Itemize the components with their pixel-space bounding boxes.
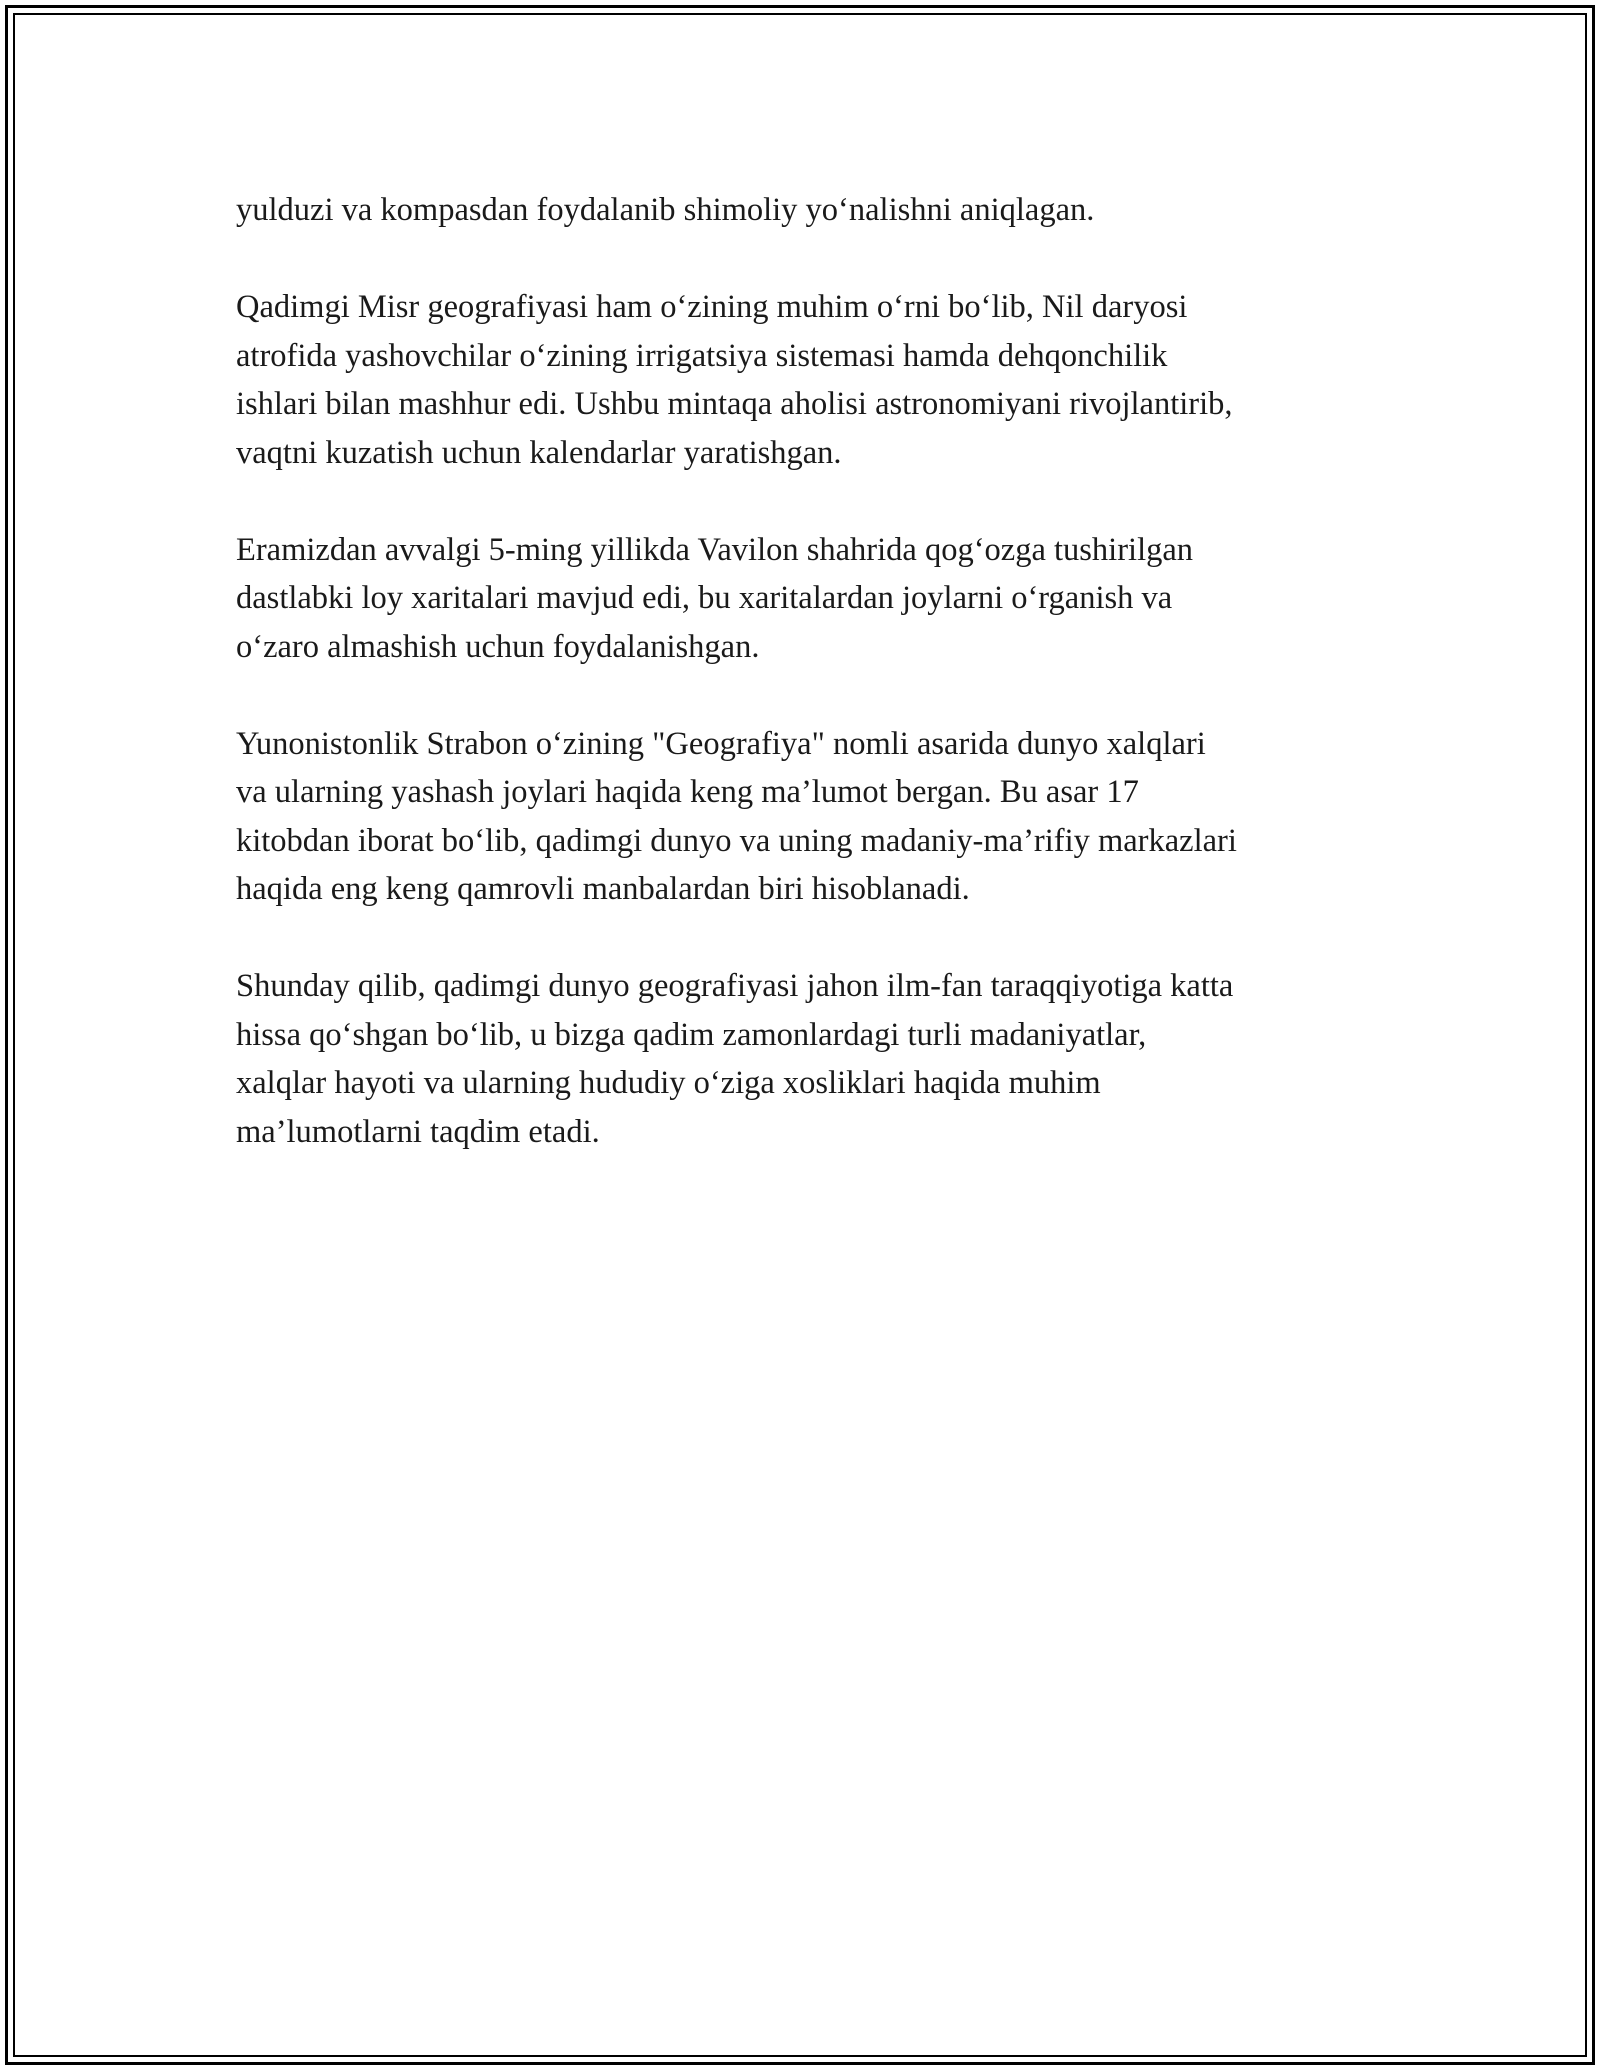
text-line: o‘zaro almashish uchun foydalanishgan. — [236, 628, 760, 665]
paragraph — [236, 526, 1376, 672]
document-body — [236, 186, 1376, 1205]
text-line: va ularning yashash joylari haqida keng ma’lumot bergan. Bu asar 17 — [236, 774, 1139, 810]
text-line: ma’lumotlarni taqdim etadi. — [236, 1113, 600, 1150]
text-line: kitobdan iborat bo‘lib, qadimgi dunyo va uning madaniy-ma’rifiy markazlari — [236, 822, 1237, 859]
text-line: Qadimgi Misr geografiyasi ham o‘zining muhim o‘rni bo‘lib, Nil daryosi — [236, 289, 1188, 325]
text-line: xalqlar hayoti va ularning hududiy o‘ziga xosliklari haqida muhim — [236, 1065, 1101, 1101]
text-line: Yunonistonlik Strabon o‘zining "Geografiya" nomli asarida dunyo xalqlari — [236, 725, 1206, 762]
text-line: hissa qo‘shgan bo‘lib, u bizga qadim zamonlardagi turli madaniyatlar, — [236, 1016, 1147, 1053]
text-line: ishlari bilan mashhur edi. Ushbu mintaqa aholisi astronomiyani rivojlantirib, — [236, 386, 1233, 422]
text-line: Eramizdan avvalgi 5-ming yillikda Vavilon shahrida qog‘ozga tushirilgan — [236, 531, 1194, 568]
paragraph — [236, 962, 1376, 1156]
paragraph — [236, 720, 1376, 914]
text-line: yulduzi va kompasdan foydalanib shimoliy yo‘nalishni aniqlagan. — [236, 192, 1095, 228]
text-line: dastlabki loy xaritalari mavjud edi, bu xaritalardan joylarni o‘rganish va — [236, 580, 1173, 616]
text-line: vaqtni kuzatish uchun kalendarlar yaratishgan. — [236, 434, 842, 471]
text-line: atrofida yashovchilar o‘zining irrigatsiya sistemasi hamda dehqonchilik — [236, 337, 1168, 374]
paragraph — [236, 186, 1376, 235]
paragraph — [236, 283, 1376, 477]
text-line: Shunday qilib, qadimgi dunyo geografiyasi jahon ilm-fan taraqqiyotiga katta — [236, 968, 1234, 1004]
text-line: haqida eng keng qamrovli manbalardan biri hisoblanadi. — [236, 871, 970, 907]
